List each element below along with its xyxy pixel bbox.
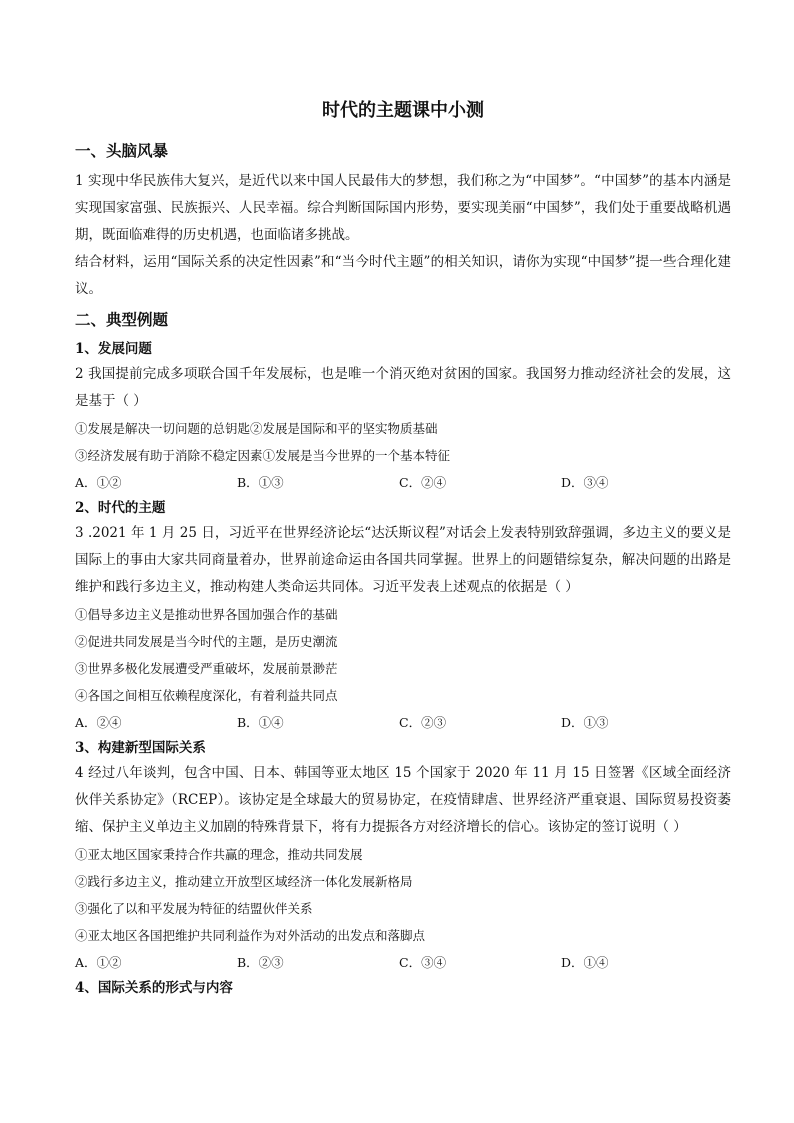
choice-b: B．①④ — [237, 715, 284, 730]
section-heading-brainstorm: 一、头脑风暴 — [75, 141, 169, 160]
choice-a: A．②④ — [75, 715, 122, 730]
choice-b: B．①③ — [237, 475, 284, 490]
section-heading-examples: 二、典型例题 — [75, 310, 169, 329]
question-3-choices — [75, 709, 731, 736]
topic-heading-new-international-relations: 3、构建新型国际关系 — [75, 740, 206, 756]
choice-c: C．②④ — [399, 475, 447, 490]
choice-a: A．①② — [75, 475, 122, 490]
question-1-text: 1 实现中华民族伟大复兴，是近代以来中国人民最伟大的梦想，我们称之为“中国梦”。“中国梦”的基本内涵是实现国家富强、民族振兴、人民幸福。综合判断国际国内形势，要实现美丽“中国梦”，我们处于重要战略机遇期，既面临难得的历史机遇，也面临诸多挑战。 — [75, 173, 731, 243]
choice-d: D．①③ — [561, 715, 609, 730]
question-3-statement: ④各国之间相互依赖程度深化，有着利益共同点 — [75, 688, 338, 703]
question-4-statement: ②践行多边主义，推动建立开放型区域经济一体化发展新格局 — [75, 874, 413, 889]
question-3-statement: ①倡导多边主义是推动世界各国加强合作的基础 — [75, 607, 338, 622]
question-1-task: 结合材料，运用“国际关系的决定性因素”和“当今时代主题”的相关知识，请你为实现“中国梦”提一些合理化建议。 — [75, 254, 731, 297]
question-2-text: 2 我国提前完成多项联合国千年发展标，也是唯一个消灭绝对贫困的国家。我国努力推动经济社会的发展，这是基于（ ） — [75, 366, 731, 409]
choice-b: B．②③ — [237, 955, 284, 970]
topic-heading-theme-of-era: 2、时代的主题 — [75, 500, 166, 516]
question-2-statement: ①发展是解决一切问题的总钥匙②发展是国际和平的坚实物质基础 — [75, 421, 438, 436]
choice-d: D．③④ — [561, 475, 609, 490]
topic-heading-development: 1、发展问题 — [75, 341, 152, 357]
choice-d: D．①④ — [561, 955, 609, 970]
page-title: 时代的主题课中小测 — [322, 100, 484, 121]
question-4-statement: ①亚太地区国家秉持合作共赢的理念，推动共同发展 — [75, 847, 363, 862]
question-2-statement: ③经济发展有助于消除不稳定因素①发展是当今世界的一个基本特征 — [75, 448, 451, 463]
question-3-statement: ③世界多极化发展遭受严重破坏，发展前景渺茫 — [75, 661, 338, 676]
question-3-text: 3 .2021 年 1 月 25 日，习近平在世界经济论坛“达沃斯议程”对话会上发表特别致辞强调，多边主义的要义是国际上的事由大家共同商量着办，世界前途命运由各国共同掌握。世界上的问题错综复杂，解决问题的出路是维护和践行多边主义，推动构建人类命运共同体。习近平发表上述观点的依据是（ ） — [75, 525, 731, 595]
choice-c: C．③④ — [399, 955, 447, 970]
choice-c: C．②③ — [399, 715, 447, 730]
question-3-statement: ②促进共同发展是当今时代的主题，是历史潮流 — [75, 634, 338, 649]
choice-a: A．①② — [75, 955, 122, 970]
question-4-choices — [75, 949, 731, 976]
topic-heading-forms-and-content: 4、国际关系的形式与内容 — [75, 980, 233, 996]
question-4-text: 4 经过八年谈判，包含中国、日本、韩国等亚太地区 15 个国家于 2020 年 11 月 15 日签署《区域全面经济伙伴关系协定》（RCEP）。该协定是全球最大的贸易协定，在疫情肆虐、世界经济严重衰退、国际贸易投资萎缩、保护主义单边主义加剧的特殊背景下，将有力提振各方对经济增长的信心。该协定的签订说明（ ） — [75, 765, 731, 835]
question-4-statement: ③强化了以和平发展为特征的结盟伙伴关系 — [75, 901, 313, 916]
question-2-choices — [75, 469, 731, 496]
document-page — [75, 98, 731, 1000]
question-4-statement: ④亚太地区各国把维护共同利益作为对外活动的出发点和落脚点 — [75, 928, 426, 943]
